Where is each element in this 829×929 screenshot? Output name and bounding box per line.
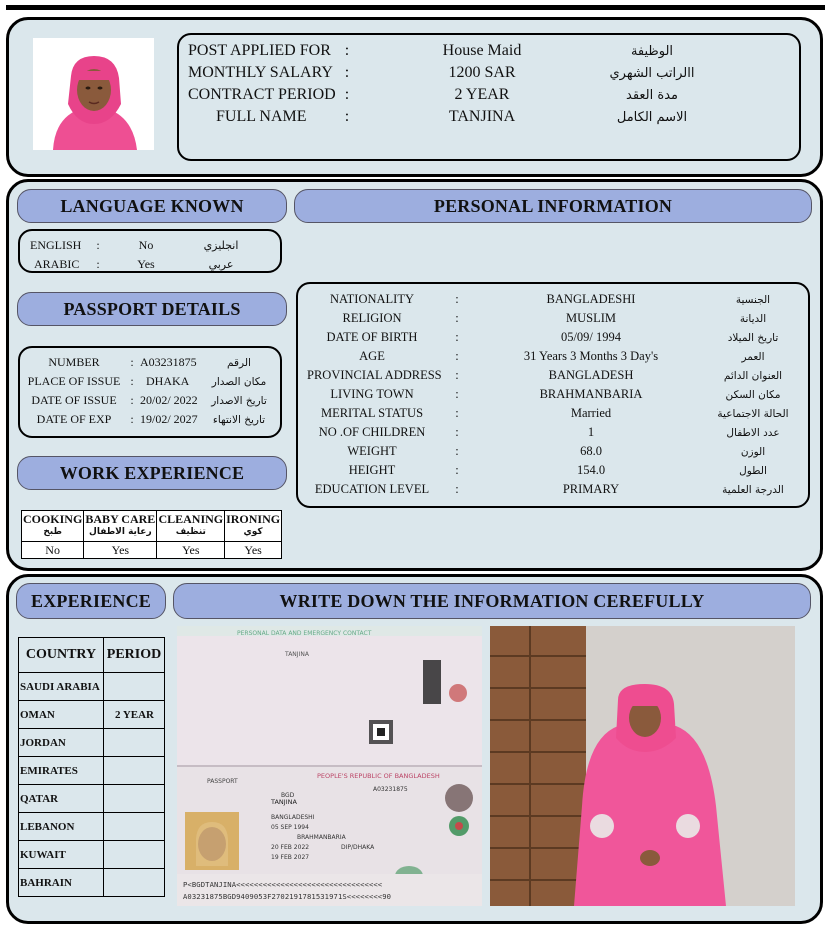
colon: : (455, 368, 459, 382)
cooking-label: COOKING (22, 512, 83, 526)
scan-nationality: BANGLADESHI (271, 814, 315, 821)
scan-dob: 05 SEP 1994 (271, 824, 309, 831)
personal-row (307, 385, 801, 404)
language-row-english (30, 236, 256, 255)
personal-row (307, 423, 801, 442)
colon: : (455, 482, 459, 496)
personal-value: 68.0 (580, 444, 602, 458)
salary-arabic: االراتب الشهري (609, 65, 695, 81)
personal-label: AGE (359, 349, 385, 363)
scan-top-name: TANJINA (285, 651, 309, 658)
colon: : (455, 330, 459, 344)
colon: : (455, 292, 459, 306)
colon: : (455, 311, 459, 325)
personal-row (307, 442, 801, 461)
personal-row (307, 404, 801, 423)
country-cell: SAUDI ARABIA (19, 673, 104, 701)
table-row (19, 729, 165, 757)
arabic-arabic: عربي (208, 258, 234, 271)
colon: : (344, 86, 350, 103)
table-row (19, 785, 165, 813)
personal-label: MERITAL STATUS (320, 406, 424, 420)
profile-photo (33, 38, 154, 150)
country-cell: OMAN (19, 701, 104, 729)
colon: : (96, 257, 100, 271)
name-value: TANJINA (448, 108, 516, 125)
colon: : (455, 425, 459, 439)
country-cell: EMIRATES (19, 757, 104, 785)
post-label: POST APPLIED FOR (188, 42, 331, 59)
scan-expiry: 19 FEB 2027 (271, 854, 310, 861)
expiry-label: DATE OF EXP (36, 412, 112, 426)
table-row (19, 813, 165, 841)
personal-label: DATE OF BIRTH (326, 330, 418, 344)
personal-value: BANGLADESHI (546, 292, 636, 306)
passport-scan-image (177, 626, 482, 906)
period-cell (104, 813, 165, 841)
personal-label: RELIGION (342, 311, 402, 325)
personal-label: NATIONALITY (329, 292, 414, 306)
personal-label: PROVINCIAL ADDRESS (307, 368, 442, 382)
header-row-salary (188, 62, 702, 84)
place-value: DHAKA (146, 374, 190, 388)
issue-arabic: تاريخ الاصدار (211, 394, 267, 407)
period-cell (104, 785, 165, 813)
personal-value: 154.0 (576, 463, 606, 477)
name-arabic: الاسم الكامل (616, 109, 688, 125)
notice-heading: WRITE DOWN THE INFORMATION CEREFULLY (173, 583, 811, 619)
babycare-value: Yes (84, 542, 157, 559)
personal-value: 1 (587, 425, 595, 439)
period-cell (104, 673, 165, 701)
colon: : (455, 406, 459, 420)
period-cell (104, 729, 165, 757)
english-arabic: انجليزي (203, 239, 239, 252)
salary-value: 1200 SAR (448, 64, 516, 81)
period-cell (104, 841, 165, 869)
experience-heading: EXPERIENCE (16, 583, 166, 619)
language-heading: LANGUAGE KNOWN (17, 189, 287, 223)
work-col-ironing (225, 511, 282, 542)
place-arabic: مكان الصدار (211, 375, 267, 388)
scan-place: BRAHMANBARIA (297, 834, 346, 841)
post-arabic: الوظيفة (630, 43, 674, 59)
passport-row-expiry (22, 410, 270, 429)
english-value: No (138, 238, 154, 252)
passport-row-place (22, 372, 270, 391)
personal-arabic: الطول (739, 464, 767, 477)
table-row (19, 701, 165, 729)
work-experience-table (21, 510, 282, 559)
personal-label: NO .OF CHILDREN (318, 425, 426, 439)
personal-row (307, 309, 801, 328)
personal-arabic: عدد الاطفال (726, 426, 780, 439)
personal-arabic: الوزن (740, 445, 766, 458)
passport-row-number (22, 353, 270, 372)
personal-arabic: الحالة الاجتماعية (717, 407, 789, 420)
colon: : (130, 374, 134, 388)
personal-value: 31 Years 3 Months 3 Day's (523, 349, 659, 363)
colon: : (455, 463, 459, 477)
scan-number: A03231875 (373, 786, 408, 793)
cleaning-value: Yes (157, 542, 225, 559)
cleaning-label: CLEANING (158, 512, 224, 526)
expiry-arabic: تاريخ الانتهاء (212, 413, 266, 426)
colon: : (455, 444, 459, 458)
period-cell (104, 869, 165, 897)
colon: : (455, 387, 459, 401)
colon: : (344, 108, 350, 125)
table-row (19, 869, 165, 897)
babycare-arabic: رعاية الاطفال (89, 527, 152, 537)
passport-row-issue (22, 391, 270, 410)
personal-arabic: مكان السكن (725, 388, 781, 401)
country-cell: BAHRAIN (19, 869, 104, 897)
personal-row (307, 328, 801, 347)
colon: : (344, 42, 350, 59)
expiry-value: 19/02/ 2027 (140, 412, 198, 426)
personal-label: LIVING TOWN (330, 387, 414, 401)
header-row-name (188, 106, 702, 128)
personal-row (307, 347, 801, 366)
number-label: NUMBER (48, 355, 100, 369)
scan-top-header: PERSONAL DATA AND EMERGENCY CONTACT (237, 630, 372, 637)
scan-authority: DIP/DHAKA (341, 844, 375, 851)
personal-value: PRIMARY (562, 482, 620, 496)
scan-surname: TANJINA (271, 798, 297, 806)
number-value: A03231875 (140, 355, 197, 369)
issue-label: DATE OF ISSUE (31, 393, 117, 407)
contract-value: 2 YEAR (454, 86, 510, 103)
contract-arabic: مدة العقد (626, 87, 678, 103)
colon: : (130, 412, 134, 426)
personal-row (307, 461, 801, 480)
babycare-label: BABY CARE (85, 512, 156, 526)
scan-mrz-line-2: A03231875BGD9409053F2702191781531971S<<<<<<<<90 (183, 892, 392, 901)
personal-arabic: العمر (741, 350, 765, 363)
personal-arabic: العنوان الدائم (723, 369, 783, 382)
table-row (19, 757, 165, 785)
language-row-arabic (30, 255, 256, 274)
personal-value: Married (570, 406, 612, 420)
scan-passport-label: PASSPORT (207, 778, 238, 785)
issue-value: 20/02/ 2022 (140, 393, 198, 407)
header-row-contract (188, 84, 702, 106)
personal-label: WEIGHT (347, 444, 397, 458)
scan-mrz-line-1: P<BGDTANJINA<<<<<<<<<<<<<<<<<<<<<<<<<<<<<<<<< (183, 880, 383, 889)
personal-row (307, 480, 801, 499)
personal-arabic: الديانة (739, 312, 767, 325)
ironing-arabic: كوي (243, 527, 263, 537)
colon: : (455, 349, 459, 363)
ironing-value: Yes (225, 542, 282, 559)
salary-label: MONTHLY SALARY (188, 64, 333, 81)
colon: : (130, 393, 134, 407)
scan-issue: 20 FEB 2022 (271, 844, 310, 851)
arabic-value: Yes (137, 257, 155, 271)
name-label: FULL NAME (216, 108, 307, 125)
colon: : (344, 64, 350, 81)
full-body-photo (490, 626, 795, 906)
personal-label: HEIGHT (348, 463, 396, 477)
table-row (19, 673, 165, 701)
personal-row (307, 290, 801, 309)
country-cell: LEBANON (19, 813, 104, 841)
country-cell: JORDAN (19, 729, 104, 757)
personal-arabic: الدرجة العلمية (722, 483, 784, 496)
colon: : (130, 355, 134, 369)
passport-heading: PASSPORT DETAILS (17, 292, 287, 326)
period-cell: 2 YEAR (104, 701, 165, 729)
scan-code: BGD (281, 792, 295, 799)
ironing-label: IRONING (226, 512, 281, 526)
scan-lower-header: PEOPLE'S REPUBLIC OF BANGLADESH (317, 772, 440, 780)
period-cell (104, 757, 165, 785)
period-header: PERIOD (104, 638, 165, 673)
place-label: PLACE OF ISSUE (27, 374, 121, 388)
personal-heading: PERSONAL INFORMATION (294, 189, 812, 223)
personal-value: 05/09/ 1994 (560, 330, 622, 344)
number-arabic: الرقم (227, 356, 251, 369)
personal-value: BANGLADESH (548, 368, 634, 382)
post-value: House Maid (442, 42, 522, 59)
english-label: ENGLISH (30, 238, 82, 252)
experience-table (18, 637, 165, 897)
work-heading: WORK EXPERIENCE (17, 456, 287, 490)
work-col-babycare (84, 511, 157, 542)
contract-label: CONTRACT PERIOD (188, 86, 336, 103)
personal-arabic: تاريخ الميلاد (727, 331, 779, 344)
header-row-post (188, 40, 702, 62)
country-cell: KUWAIT (19, 841, 104, 869)
table-row (19, 841, 165, 869)
colon: : (96, 238, 100, 252)
country-header: COUNTRY (19, 638, 104, 673)
work-col-cleaning (157, 511, 225, 542)
personal-label: EDUCATION LEVEL (314, 482, 430, 496)
cooking-value: No (22, 542, 84, 559)
personal-value: MUSLIM (565, 311, 616, 325)
country-cell: QATAR (19, 785, 104, 813)
personal-value: BRAHMANBARIA (539, 387, 643, 401)
arabic-label: ARABIC (34, 257, 80, 271)
cooking-arabic: طبخ (43, 527, 62, 537)
work-col-cooking (22, 511, 84, 542)
cleaning-arabic: تنظيف (175, 527, 206, 537)
personal-arabic: الجنسية (735, 293, 771, 306)
personal-row (307, 366, 801, 385)
top-rule (6, 5, 825, 10)
